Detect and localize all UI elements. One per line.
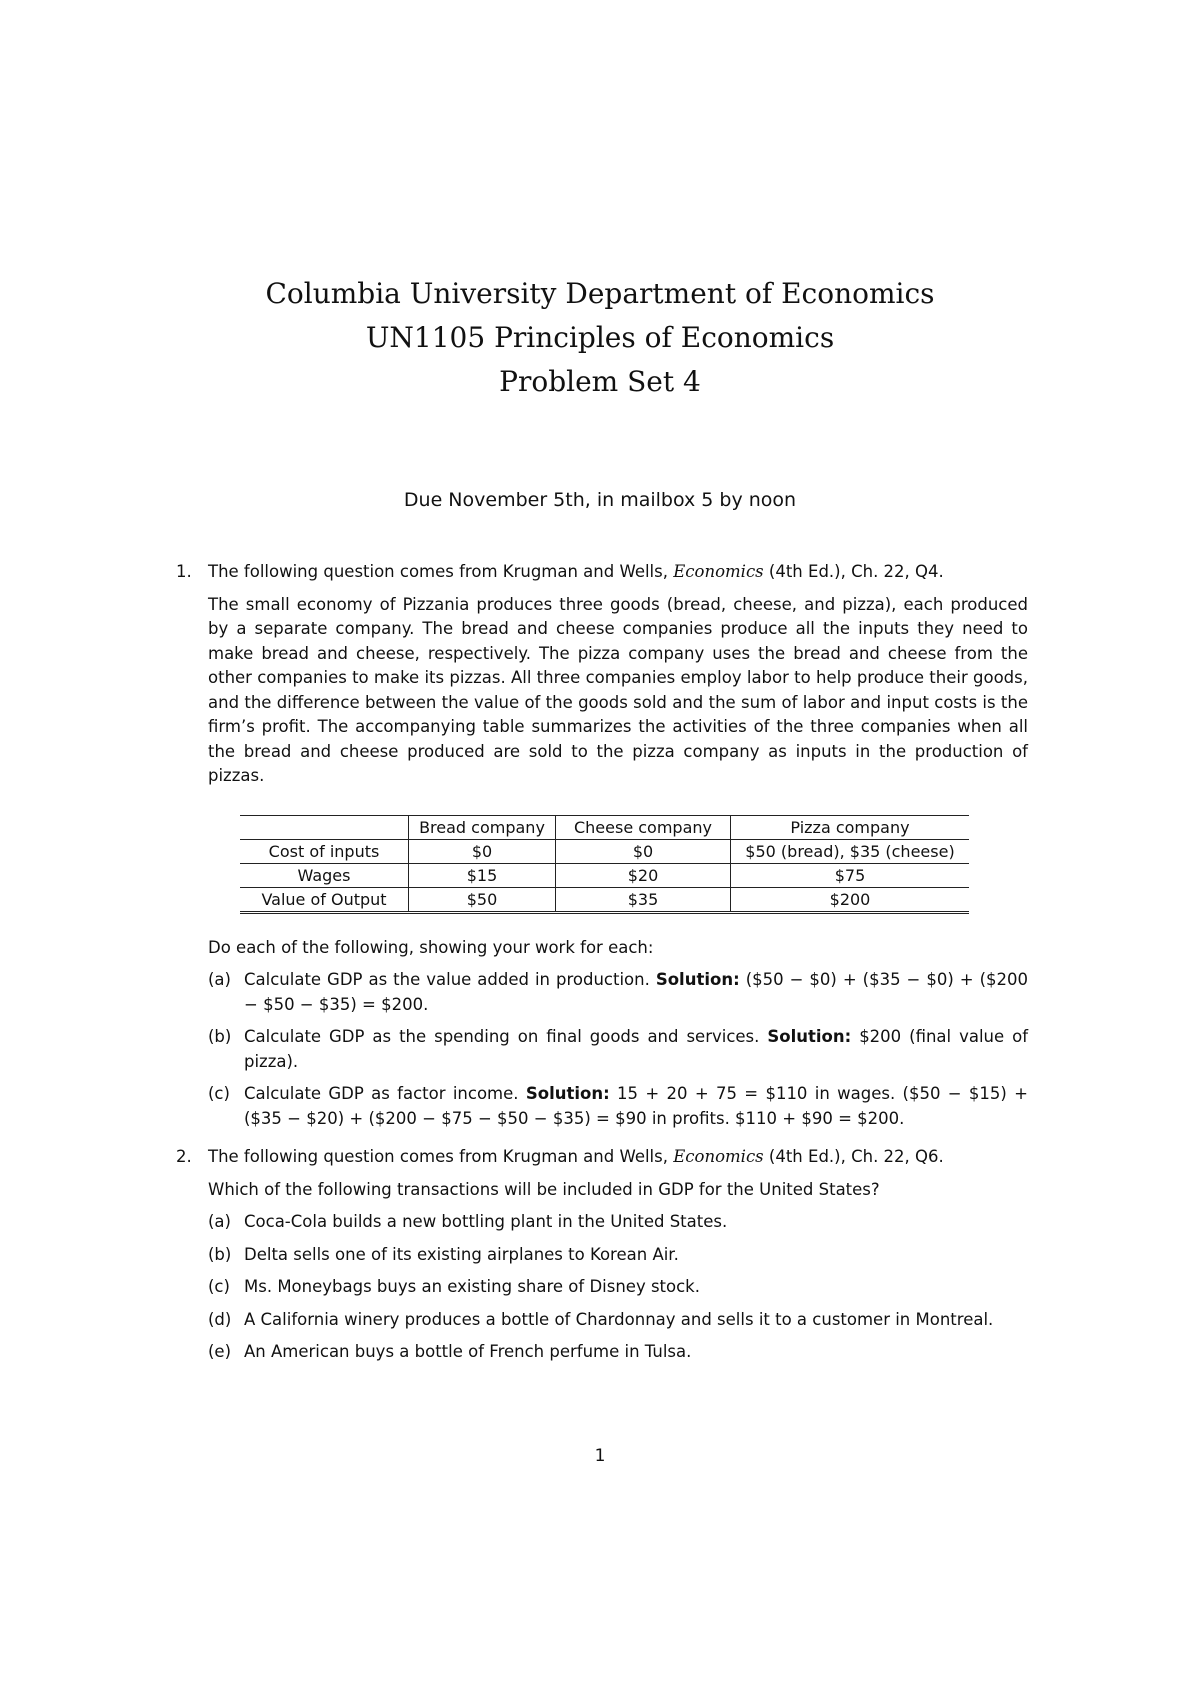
problem-list bbox=[176, 560, 1028, 1365]
table-row bbox=[240, 887, 969, 912]
sub-question-label: (c) bbox=[208, 1277, 230, 1296]
book-title: Economics bbox=[673, 1147, 764, 1166]
page-number: 1 bbox=[594, 1446, 606, 1466]
sub-question-text: Coca-Cola builds a new bottling plant in the United States. bbox=[244, 1212, 728, 1231]
sub-question-label: (a) bbox=[208, 1212, 231, 1231]
sub-question-label: (c) bbox=[208, 1084, 230, 1103]
table-header-cell: Cheese company bbox=[556, 815, 731, 839]
question-source: The following question comes from Krugman and Wells, Economics (4th Ed.), Ch. 22, Q4. bbox=[208, 562, 944, 581]
table-cell: $200 bbox=[731, 887, 970, 912]
solution-label: Solution: bbox=[525, 1084, 610, 1103]
company-table bbox=[240, 815, 969, 914]
table-header-cell bbox=[240, 815, 409, 839]
question-paragraph: The small economy of Pizzania produces three goods (bread, cheese, and pizza), each produced by a separate company. The bread and cheese companies produce all the inputs they need to make bread and cheese, respectively. The pizza company uses the bread and cheese from the other companies to make its pizzas. All three companies employ labor to help produce their goods, and the difference between the value of the goods sold and the sum of labor and input costs is the firm’s profit. The accompanying table summarizes the activities of the three companies when all the bread and cheese produced are sold to the pizza company as inputs in the production of pizzas. bbox=[208, 594, 1028, 785]
table-cell: Value of Output bbox=[240, 887, 409, 912]
sub-question-label: (d) bbox=[208, 1309, 232, 1329]
title-problem-set: Problem Set 4 bbox=[499, 365, 701, 398]
table-row bbox=[240, 863, 969, 887]
sub-question-c bbox=[208, 1275, 1028, 1300]
table-header-cell: Bread company bbox=[409, 815, 556, 839]
table-cell: $75 bbox=[731, 863, 970, 887]
due-date: Due November 5th, in mailbox 5 by noon bbox=[403, 489, 797, 511]
table-cell: $0 bbox=[409, 839, 556, 863]
table-cell: $50 bbox=[409, 887, 556, 912]
table-cell: $50 (bread), $35 (cheese) bbox=[731, 839, 970, 863]
book-title: Economics bbox=[673, 562, 764, 581]
sub-question-e bbox=[208, 1340, 1028, 1365]
document-title bbox=[0, 272, 1200, 404]
solution-text: $200 (final value of pizza). bbox=[244, 1027, 1029, 1071]
sub-question-d bbox=[208, 1308, 1028, 1333]
question-number: 2. bbox=[176, 1147, 192, 1166]
table-cell: Cost of inputs bbox=[240, 839, 409, 863]
sub-question-a: (a) Calculate GDP as the value added in production. Solution: ($50 − $0) + ($35 − $0) + ($200 − $50 − $35) = $200. bbox=[208, 970, 1029, 1014]
question-instruction: Do each of the following, showing your work for each: bbox=[208, 937, 654, 957]
sub-question-label: (b) bbox=[208, 1244, 232, 1264]
table-header-row bbox=[240, 815, 969, 839]
table-cell: Wages bbox=[240, 863, 409, 887]
table-cell: $20 bbox=[556, 863, 731, 887]
solution-text: ($50 − $0) + ($35 − $0) + ($200 − $50 − $35) = $200. bbox=[244, 970, 1029, 1014]
table-row bbox=[240, 839, 969, 863]
table-cell: $0 bbox=[556, 839, 731, 863]
question-1 bbox=[176, 560, 1028, 1131]
sub-question-label: (a) bbox=[208, 970, 231, 989]
question-intro: Which of the following transactions will be included in GDP for the United States? bbox=[208, 1179, 880, 1199]
solution-label: Solution: bbox=[767, 1027, 852, 1046]
question-number: 1. bbox=[176, 562, 192, 581]
sub-question-c: (c) Calculate GDP as factor income. Solution: 15 + 20 + 75 = $110 in wages. ($50 − $15) + ($35 − $20) + ($200 − $75 − $50 − $35) = $90 in profits. $110 + $90 = $200. bbox=[208, 1084, 1028, 1128]
sub-question-text: Delta sells one of its existing airplanes to Korean Air. bbox=[244, 1244, 679, 1264]
sub-question-label: (e) bbox=[208, 1342, 232, 1361]
table-cell: $35 bbox=[556, 887, 731, 912]
sub-question-text: An American buys a bottle of French perfume in Tulsa. bbox=[244, 1342, 692, 1361]
sub-question-text: Ms. Moneybags buys an existing share of Disney stock. bbox=[244, 1277, 700, 1296]
title-course: UN1105 Principles of Economics bbox=[365, 321, 835, 354]
solution-label: Solution: bbox=[655, 970, 740, 989]
title-university: Columbia University Department of Economics bbox=[265, 277, 935, 310]
sub-question-b bbox=[208, 1243, 1028, 1268]
sub-question-b: (b) Calculate GDP as the spending on final goods and services. Solution: $200 (final value of pizza). bbox=[208, 1027, 1029, 1071]
question-source: The following question comes from Krugman and Wells, Economics (4th Ed.), Ch. 22, Q6. bbox=[208, 1147, 944, 1166]
solution-text: 15 + 20 + 75 = $110 in wages. ($50 − $15) + ($35 − $20) + ($200 − $75 − $50 − $35) = $90 in profits. $110 + $90 = $200. bbox=[244, 1084, 1028, 1128]
sub-question-text: A California winery produces a bottle of Chardonnay and sells it to a customer in Montreal. bbox=[244, 1309, 994, 1329]
table-cell: $15 bbox=[409, 863, 556, 887]
table-header-cell: Pizza company bbox=[731, 815, 970, 839]
question-2 bbox=[176, 1145, 1028, 1365]
sub-question-label: (b) bbox=[208, 1027, 232, 1046]
sub-question-a bbox=[208, 1210, 1028, 1235]
